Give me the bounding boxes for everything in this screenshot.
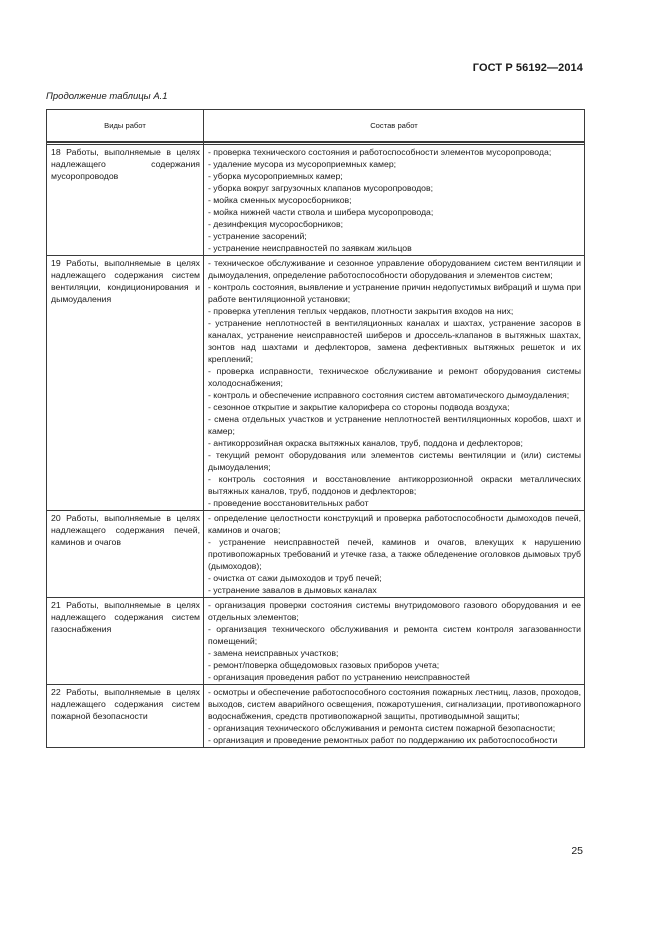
work-item: - устранение завалов в дымовых каналах (208, 585, 377, 595)
work-item: - осмотры и обеспечение работоспособного состояния пожарных лестниц, лазов, проходов, выходов, систем аварийного освещения, пожаротушения, сигнализации, противопожарного водоснабжения, средств противопожарной защиты, противодымной защиты; (208, 687, 581, 721)
work-item: - организация проверки состояния системы внутридомового газового оборудования и ее отдельных элементов; (208, 600, 581, 622)
page-number: 25 (571, 845, 583, 857)
header-work-composition: Состав работ (204, 110, 585, 143)
work-item: - устранение неплотностей в вентиляционных каналах и шахтах, устранение засоров в каналах, устранение неисправностей шиберов и дроссель-клапанов в вытяжных шахтах, зонтов над шахтами и дефлекторов, замена дефективных вытяжных решеток и их креплений; (208, 318, 581, 364)
work-type-cell: 21 Работы, выполняемые в целях надлежащего содержания систем газоснабжения (47, 598, 204, 685)
work-item: - контроль и обеспечение исправного состояния систем автоматического дымоудаления; (208, 390, 570, 400)
work-type-cell: 22 Работы, выполняемые в целях надлежащего содержания систем пожарной безопасности (47, 685, 204, 748)
work-item: - дезинфекция мусоросборников; (208, 219, 344, 229)
work-item: - устранение неисправностей печей, каминов и очагов, влекущих к нарушению противопожарных требований и утечке газа, а также обледенение оголовков дымовых труб (дымоходов); (208, 537, 581, 571)
work-item: - мойка сменных мусоросборников; (208, 195, 352, 205)
table-caption: Продолжение таблицы А.1 (46, 91, 168, 102)
work-composition-cell (204, 511, 585, 598)
work-item: - текущий ремонт оборудования или элементов системы вентиляции и (или) системы дымоудаления; (208, 450, 581, 472)
work-item: - замена неисправных участков; (208, 648, 339, 658)
work-item: - организация технического обслуживания и ремонта систем пожарной безопасности; (208, 723, 556, 733)
table-body (47, 142, 585, 748)
work-type-cell: 19 Работы, выполняемые в целях надлежащего содержания систем вентиляции, кондиционирования и дымоудаления (47, 256, 204, 511)
table-row (47, 598, 585, 685)
work-composition-cell (204, 256, 585, 511)
work-item: - организация технического обслуживания и ремонта систем контроля загазованности помещений; (208, 624, 581, 646)
work-item: - мойка нижней части ствола и шибера мусоропровода; (208, 207, 434, 217)
table-row (47, 511, 585, 598)
work-item: - контроль состояния и восстановление антикоррозионной окраски металлических вытяжных каналов, труб, поддонов и дефлекторов; (208, 474, 581, 496)
work-item: - проведение восстановительных работ (208, 498, 369, 508)
work-item: - контроль состояния, выявление и устранение причин недопустимых вибраций и шума при работе вентиляционной установки; (208, 282, 581, 304)
table-header-row (47, 110, 585, 143)
table-row (47, 145, 585, 256)
works-table (46, 109, 585, 748)
work-item: - сезонное открытие и закрытие калорифера со стороны подвода воздуха; (208, 402, 510, 412)
work-item: - уборка мусороприемных камер; (208, 171, 343, 181)
work-type-cell: 20 Работы, выполняемые в целях надлежащего содержания печей, каминов и очагов (47, 511, 204, 598)
work-item: - проверка исправности, техническое обслуживание и ремонт оборудования системы холодоснабжения; (208, 366, 581, 388)
work-item: - определение целостности конструкций и проверка работоспособности дымоходов печей, каминов и очагов; (208, 513, 581, 535)
work-item: - проверка утепления теплых чердаков, плотности закрытия входов на них; (208, 306, 514, 316)
work-type-cell: 18 Работы, выполняемые в целях надлежащего содержания мусоропроводов (47, 145, 204, 256)
work-item: - ремонт/поверка общедомовых газовых приборов учета; (208, 660, 440, 670)
work-item: - смена отдельных участков и устранение неплотностей вентиляционных коробов, шахт и камер; (208, 414, 581, 436)
header-work-types: Виды работ (47, 110, 204, 143)
work-item: - очистка от сажи дымоходов и труб печей; (208, 573, 382, 583)
work-item: - уборка вокруг загрузочных клапанов мусоропроводов; (208, 183, 434, 193)
document-standard-number: ГОСТ Р 56192—2014 (472, 62, 583, 74)
table-row (47, 256, 585, 511)
work-composition-cell (204, 598, 585, 685)
work-item: - организация проведения работ по устранению неисправностей (208, 672, 470, 682)
work-item: - устранение неисправностей по заявкам жильцов (208, 243, 412, 253)
work-item: - техническое обслуживание и сезонное управление оборудованием систем вентиляции и дымоудаления, определение работоспособности оборудования и элементов систем; (208, 258, 581, 280)
work-item: - антикоррозийная окраска вытяжных каналов, труб, поддона и дефлекторов; (208, 438, 523, 448)
work-item: - проверка технического состояния и работоспособности элементов мусоропровода; (208, 147, 552, 157)
work-item: - устранение засорений; (208, 231, 307, 241)
work-item: - удаление мусора из мусороприемных камер; (208, 159, 397, 169)
table-row (47, 685, 585, 748)
work-item: - организация и проведение ремонтных работ по поддержанию их работоспособности (208, 735, 558, 745)
work-composition-cell (204, 145, 585, 256)
work-composition-cell (204, 685, 585, 748)
